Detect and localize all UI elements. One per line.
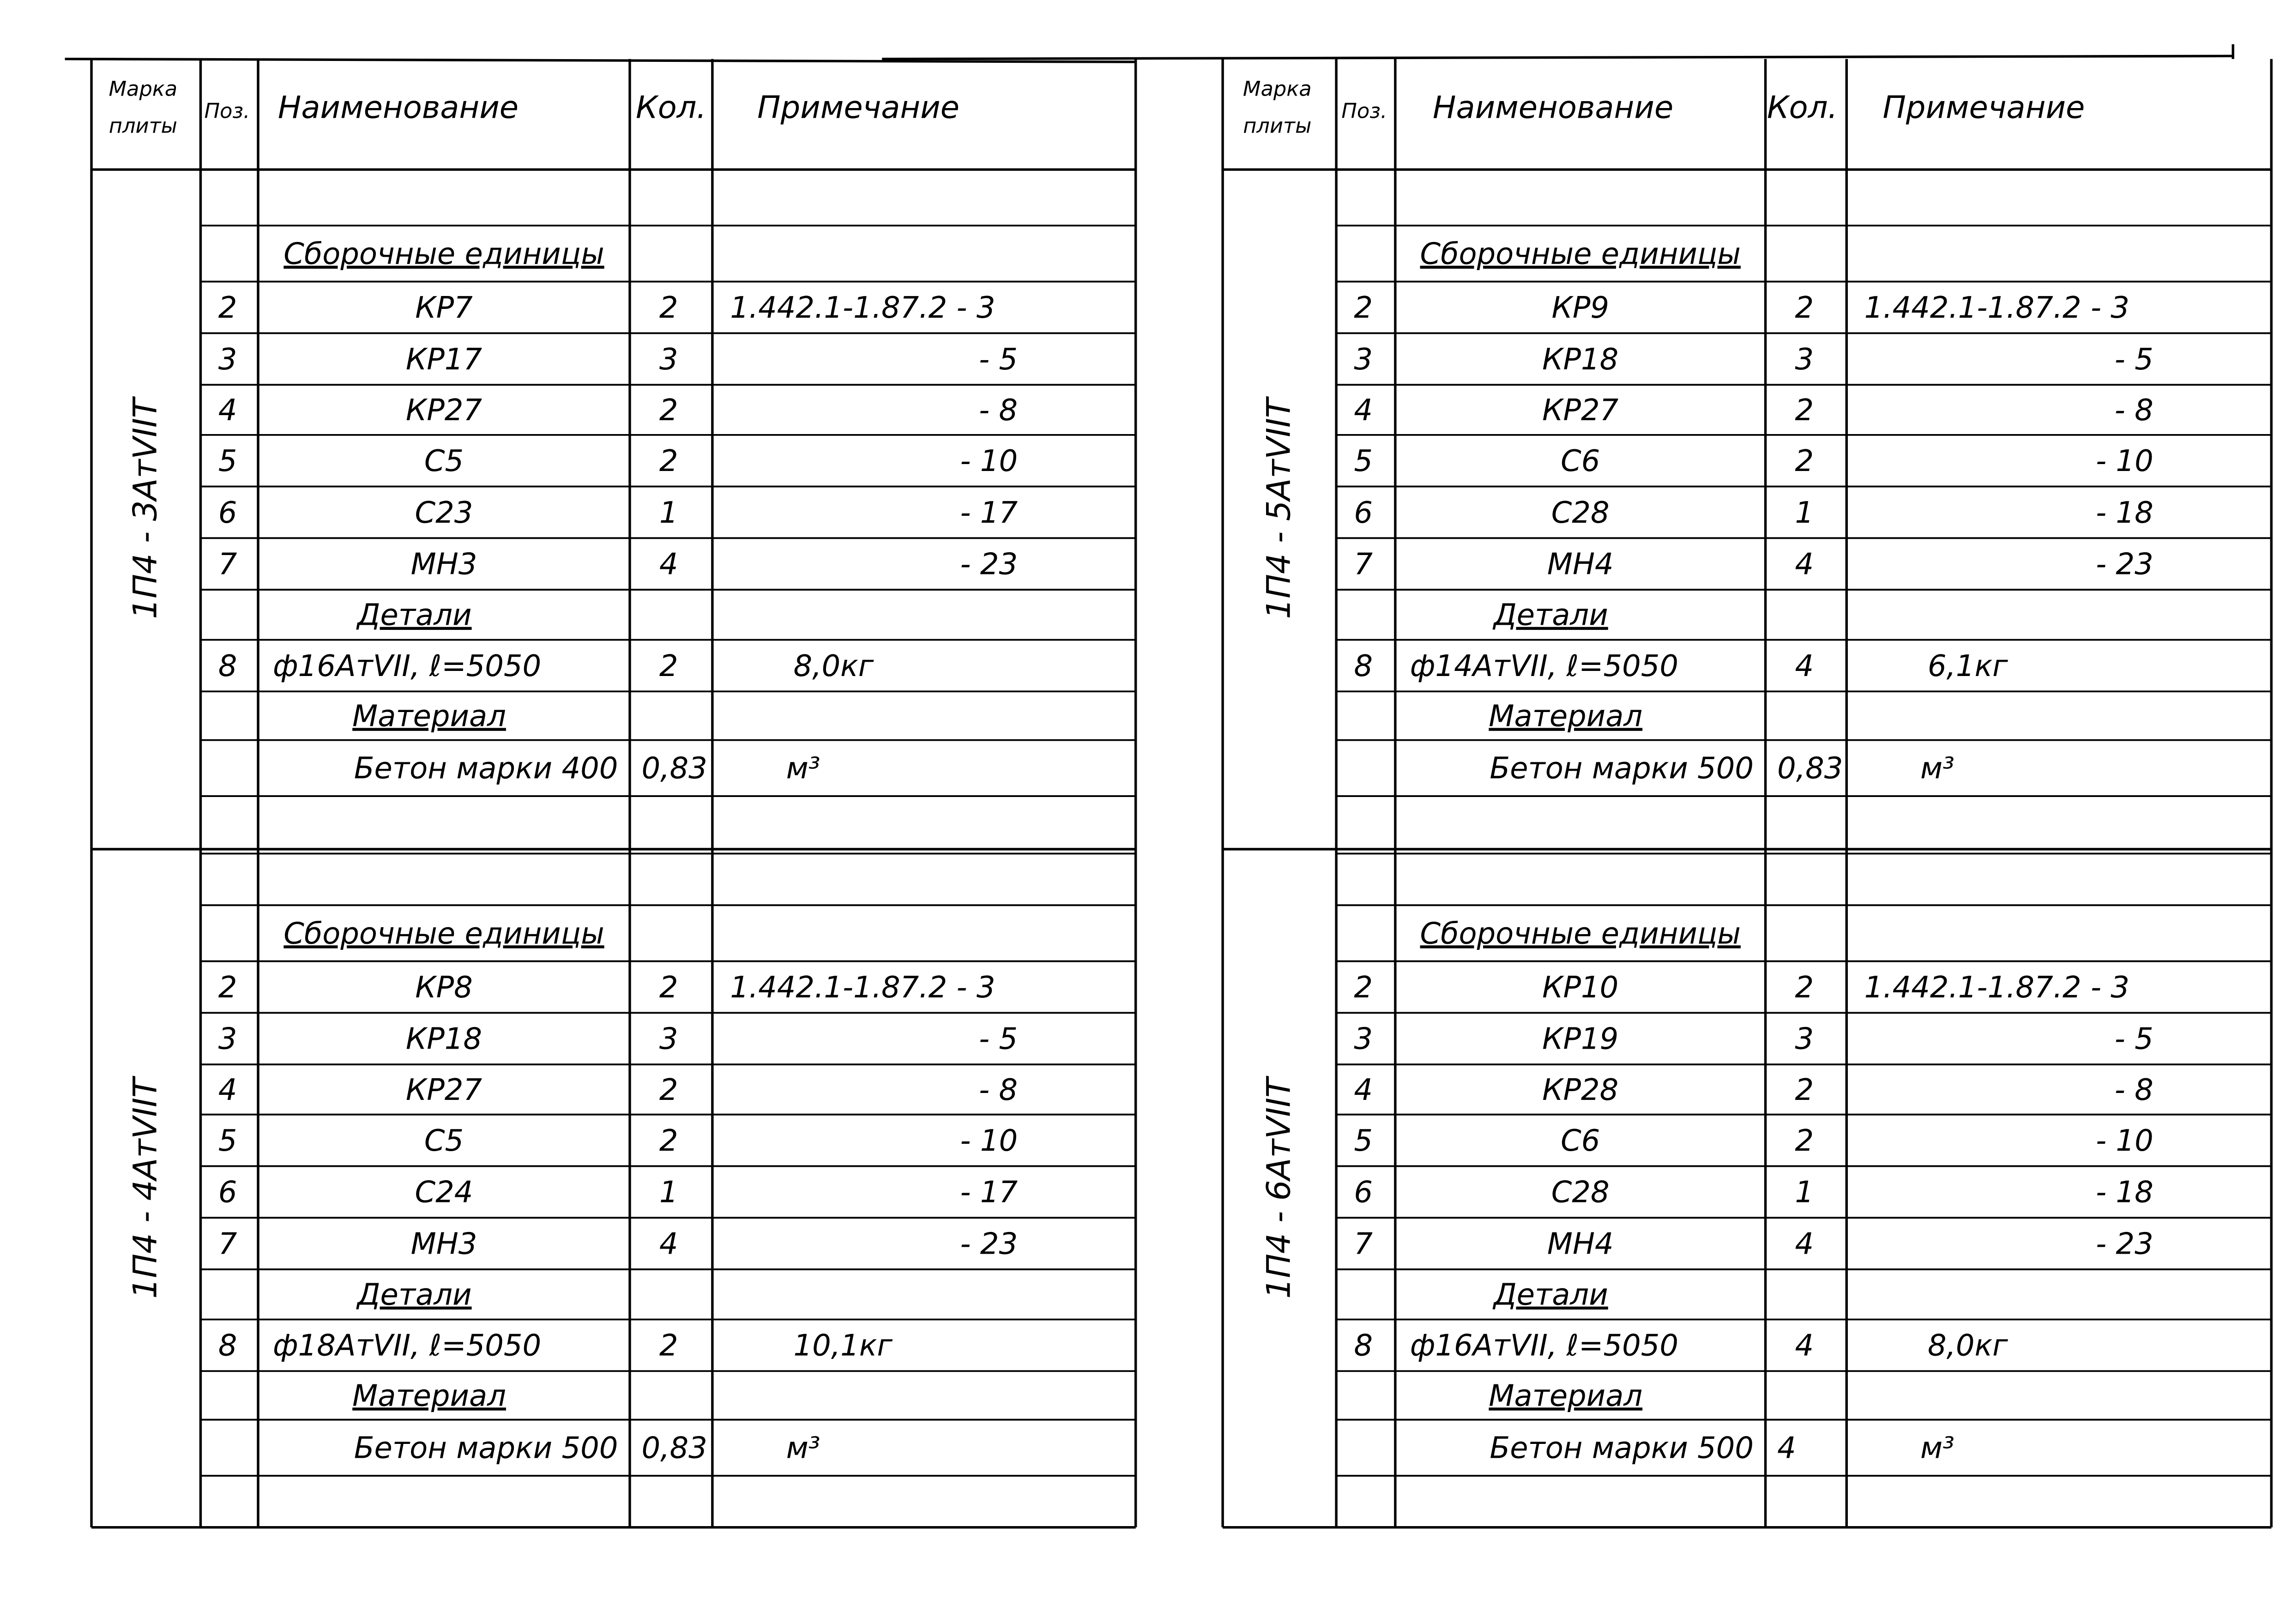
item-note: - 8: [979, 393, 1018, 428]
item-note: - 17: [960, 1175, 1018, 1210]
material-name: Бетон марки 500: [1490, 1431, 1754, 1466]
table-blocks: [127, 237, 2153, 1466]
detail-note: 8,0кг: [1927, 1328, 2008, 1363]
material-qty: 0,83: [1777, 751, 1843, 786]
item-qty: 2: [1795, 970, 1814, 1005]
detail-note: 8,0кг: [793, 649, 874, 683]
table-row: [218, 1227, 1018, 1261]
plate-block: [1260, 237, 2153, 786]
material-note: м³: [786, 1431, 820, 1466]
table-row: [218, 343, 1018, 377]
table-row: [1354, 971, 2129, 1005]
detail-pos: 8: [218, 649, 237, 683]
item-qty: 2: [659, 970, 678, 1005]
item-qty: 2: [1795, 393, 1814, 428]
item-pos: 4: [1354, 1073, 1373, 1107]
table-row: [1354, 1227, 2153, 1261]
table-row: [218, 1176, 1018, 1210]
item-qty: 2: [1795, 444, 1814, 479]
assembly-units-title: Сборочные единицы: [1420, 237, 1741, 272]
details-title: Детали: [357, 1278, 472, 1312]
item-qty: 2: [659, 393, 678, 428]
detail-qty: 4: [1795, 649, 1814, 683]
material-qty: 0,83: [641, 751, 707, 786]
table-row: [218, 496, 1018, 530]
item-pos: 2: [218, 970, 237, 1005]
table-row: [1354, 1176, 2153, 1210]
header-pos: Поз.: [204, 99, 250, 123]
item-qty: 4: [659, 1227, 678, 1262]
item-pos: 6: [1354, 495, 1373, 530]
item-pos: 7: [218, 1227, 237, 1262]
item-name: КР8: [415, 970, 473, 1005]
item-pos: 6: [1354, 1175, 1373, 1210]
item-note: - 10: [960, 1123, 1018, 1158]
item-note: - 17: [960, 495, 1018, 530]
assembly-units-title: Сборочные единицы: [1420, 917, 1741, 951]
item-note: 1.442.1-1.87.2 - 3: [730, 291, 995, 326]
assembly-units-title: Сборочные единицы: [283, 237, 604, 272]
material-note: м³: [1920, 1431, 1954, 1466]
left-table-header: [109, 77, 959, 138]
item-pos: 7: [218, 547, 237, 582]
details-title: Детали: [357, 598, 472, 633]
right-table-header: [1243, 77, 2085, 138]
table-row: [1354, 548, 2153, 582]
item-note: - 10: [2096, 1123, 2153, 1158]
item-qty: 3: [1795, 342, 1814, 377]
header-name: Наименование: [277, 89, 519, 126]
item-note: - 8: [2114, 1073, 2153, 1107]
item-name: КР10: [1542, 970, 1619, 1005]
item-qty: 2: [659, 444, 678, 479]
material-note: м³: [786, 751, 820, 786]
detail-qty: 4: [1795, 1328, 1814, 1363]
item-qty: 3: [1795, 1022, 1814, 1057]
table-row: [1354, 1329, 2008, 1363]
item-qty: 2: [1795, 1073, 1814, 1107]
item-name: КР9: [1551, 291, 1609, 326]
item-name: КР17: [405, 342, 483, 377]
item-pos: 4: [218, 393, 237, 428]
plate-block: [1260, 917, 2153, 1465]
item-qty: 2: [659, 291, 678, 326]
item-note: 1.442.1-1.87.2 - 3: [1864, 970, 2129, 1005]
detail-note: 6,1кг: [1927, 649, 2008, 683]
item-name: КР18: [1542, 342, 1619, 377]
item-note: - 23: [2096, 547, 2153, 582]
item-name: С28: [1551, 495, 1610, 530]
table-row: [1354, 444, 2153, 478]
item-note: - 10: [960, 444, 1018, 479]
header-mark-line2: плиты: [109, 114, 177, 138]
item-qty: 4: [1795, 1227, 1814, 1262]
item-name: С6: [1561, 1123, 1600, 1158]
item-qty: 2: [1795, 291, 1814, 326]
item-qty: 3: [659, 1022, 678, 1057]
item-name: С23: [415, 495, 473, 530]
table-row: [218, 1022, 1018, 1057]
material-name: Бетон марки 400: [354, 751, 618, 786]
details-title: Детали: [1493, 1278, 1608, 1312]
item-name: С5: [424, 444, 464, 479]
item-qty: 4: [659, 547, 678, 582]
item-note: - 10: [2096, 444, 2153, 479]
item-qty: 2: [1795, 1123, 1814, 1158]
detail-name: ф18АтVII, ℓ=5050: [272, 1328, 542, 1363]
table-row: [218, 649, 874, 683]
item-pos: 4: [1354, 393, 1373, 428]
plate-block: [127, 917, 1018, 1465]
item-pos: 5: [218, 444, 237, 479]
material-title: Материал: [352, 1379, 506, 1413]
header-pos: Поз.: [1341, 99, 1387, 123]
item-note: 1.442.1-1.87.2 - 3: [730, 970, 995, 1005]
item-pos: 2: [218, 291, 237, 326]
item-note: - 5: [2114, 342, 2153, 377]
detail-qty: 2: [659, 1328, 678, 1363]
item-pos: 5: [218, 1123, 237, 1158]
item-name: С28: [1551, 1175, 1610, 1210]
header-note: Примечание: [1882, 89, 2085, 126]
header-qty: Кол.: [636, 89, 706, 126]
detail-name: ф16АтVII, ℓ=5050: [1410, 1328, 1679, 1363]
item-qty: 1: [659, 495, 678, 530]
assembly-units-title: Сборочные единицы: [283, 917, 604, 951]
grid-line: [882, 56, 2233, 59]
table-row: [218, 971, 995, 1005]
item-qty: 4: [1795, 547, 1814, 582]
item-qty: 1: [1795, 1175, 1814, 1210]
detail-pos: 8: [1354, 1328, 1373, 1363]
table-row: [218, 1329, 893, 1363]
plate-mark: 1П4 - 4АтVIIТ: [126, 1078, 164, 1299]
item-note: - 18: [2096, 495, 2153, 530]
item-name: КР18: [405, 1022, 483, 1057]
table-row: [218, 1073, 1018, 1107]
detail-qty: 2: [659, 649, 678, 683]
item-name: МН4: [1547, 1227, 1614, 1262]
material-title: Материал: [1489, 1379, 1643, 1413]
table-row: [1354, 496, 2153, 530]
header-qty: Кол.: [1767, 89, 1838, 126]
table-row: [1354, 1124, 2153, 1158]
table-row: [1354, 343, 2153, 377]
material-title: Материал: [1489, 699, 1643, 734]
table-row: [1354, 1073, 2153, 1107]
item-pos: 3: [1354, 1022, 1373, 1057]
table-row: [1354, 1022, 2153, 1057]
item-note: - 23: [2096, 1227, 2153, 1262]
item-pos: 2: [1354, 291, 1373, 326]
detail-note: 10,1кг: [793, 1328, 893, 1363]
item-name: С6: [1561, 444, 1600, 479]
table-row: [1354, 291, 2129, 325]
header-name: Наименование: [1433, 89, 1674, 126]
plate-mark: 1П4 - 3АтVIIТ: [126, 398, 164, 619]
material-qty: 0,83: [641, 1431, 707, 1466]
table-row: [218, 393, 1018, 428]
plate-mark: 1П4 - 5АтVIIТ: [1260, 398, 1298, 619]
table-row: [218, 291, 995, 325]
detail-pos: 8: [1354, 649, 1373, 683]
header-mark-line1: Марка: [109, 77, 178, 101]
item-name: КР27: [405, 393, 483, 428]
item-name: МН3: [410, 547, 477, 582]
item-qty: 2: [659, 1073, 678, 1107]
item-name: С24: [415, 1175, 473, 1210]
table-row: [1490, 1431, 1954, 1466]
table-row: [218, 548, 1018, 582]
item-name: КР28: [1542, 1073, 1619, 1107]
material-note: м³: [1920, 751, 1954, 786]
item-qty: 3: [659, 342, 678, 377]
header-mark-line1: Марка: [1243, 77, 1312, 101]
item-name: КР7: [415, 291, 473, 326]
material-qty: 4: [1777, 1431, 1796, 1466]
item-pos: 3: [218, 1022, 237, 1057]
item-pos: 4: [218, 1073, 237, 1107]
item-note: - 23: [960, 1227, 1018, 1262]
item-note: - 8: [979, 1073, 1018, 1107]
item-qty: 1: [659, 1175, 678, 1210]
item-pos: 7: [1354, 1227, 1373, 1262]
table-row: [218, 444, 1018, 478]
item-pos: 3: [1354, 342, 1373, 377]
table-row: [218, 1124, 1018, 1158]
item-note: - 5: [979, 342, 1018, 377]
item-name: МН4: [1547, 547, 1614, 582]
item-note: - 18: [2096, 1175, 2153, 1210]
item-pos: 7: [1354, 547, 1373, 582]
material-name: Бетон марки 500: [1490, 751, 1754, 786]
table-row: [354, 1431, 820, 1466]
item-note: 1.442.1-1.87.2 - 3: [1864, 291, 2129, 326]
item-pos: 6: [218, 1175, 237, 1210]
item-pos: 6: [218, 495, 237, 530]
detail-pos: 8: [218, 1328, 237, 1363]
item-name: МН3: [410, 1227, 477, 1262]
item-note: - 8: [2114, 393, 2153, 428]
table-row: [1354, 393, 2153, 428]
plate-block: [127, 237, 1018, 786]
material-name: Бетон марки 500: [354, 1431, 618, 1466]
item-name: КР19: [1542, 1022, 1619, 1057]
item-qty: 1: [1795, 495, 1814, 530]
table-row: [1490, 752, 1954, 786]
material-title: Материал: [352, 699, 506, 734]
item-pos: 3: [218, 342, 237, 377]
header-note: Примечание: [757, 89, 960, 126]
detail-name: ф16АтVII, ℓ=5050: [272, 649, 542, 683]
header-mark-line2: плиты: [1243, 114, 1312, 138]
item-qty: 2: [659, 1123, 678, 1158]
item-pos: 2: [1354, 970, 1373, 1005]
detail-name: ф14АтVII, ℓ=5050: [1410, 649, 1679, 683]
item-name: С5: [424, 1123, 464, 1158]
plate-mark: 1П4 - 6АтVIIТ: [1260, 1078, 1298, 1299]
table-row: [1354, 649, 2008, 683]
item-name: КР27: [405, 1073, 483, 1107]
item-note: - 23: [960, 547, 1018, 582]
item-note: - 5: [2114, 1022, 2153, 1057]
item-note: - 5: [979, 1022, 1018, 1057]
details-title: Детали: [1493, 598, 1608, 633]
item-name: КР27: [1542, 393, 1619, 428]
item-pos: 5: [1354, 1123, 1373, 1158]
item-pos: 5: [1354, 444, 1373, 479]
table-row: [354, 752, 820, 786]
